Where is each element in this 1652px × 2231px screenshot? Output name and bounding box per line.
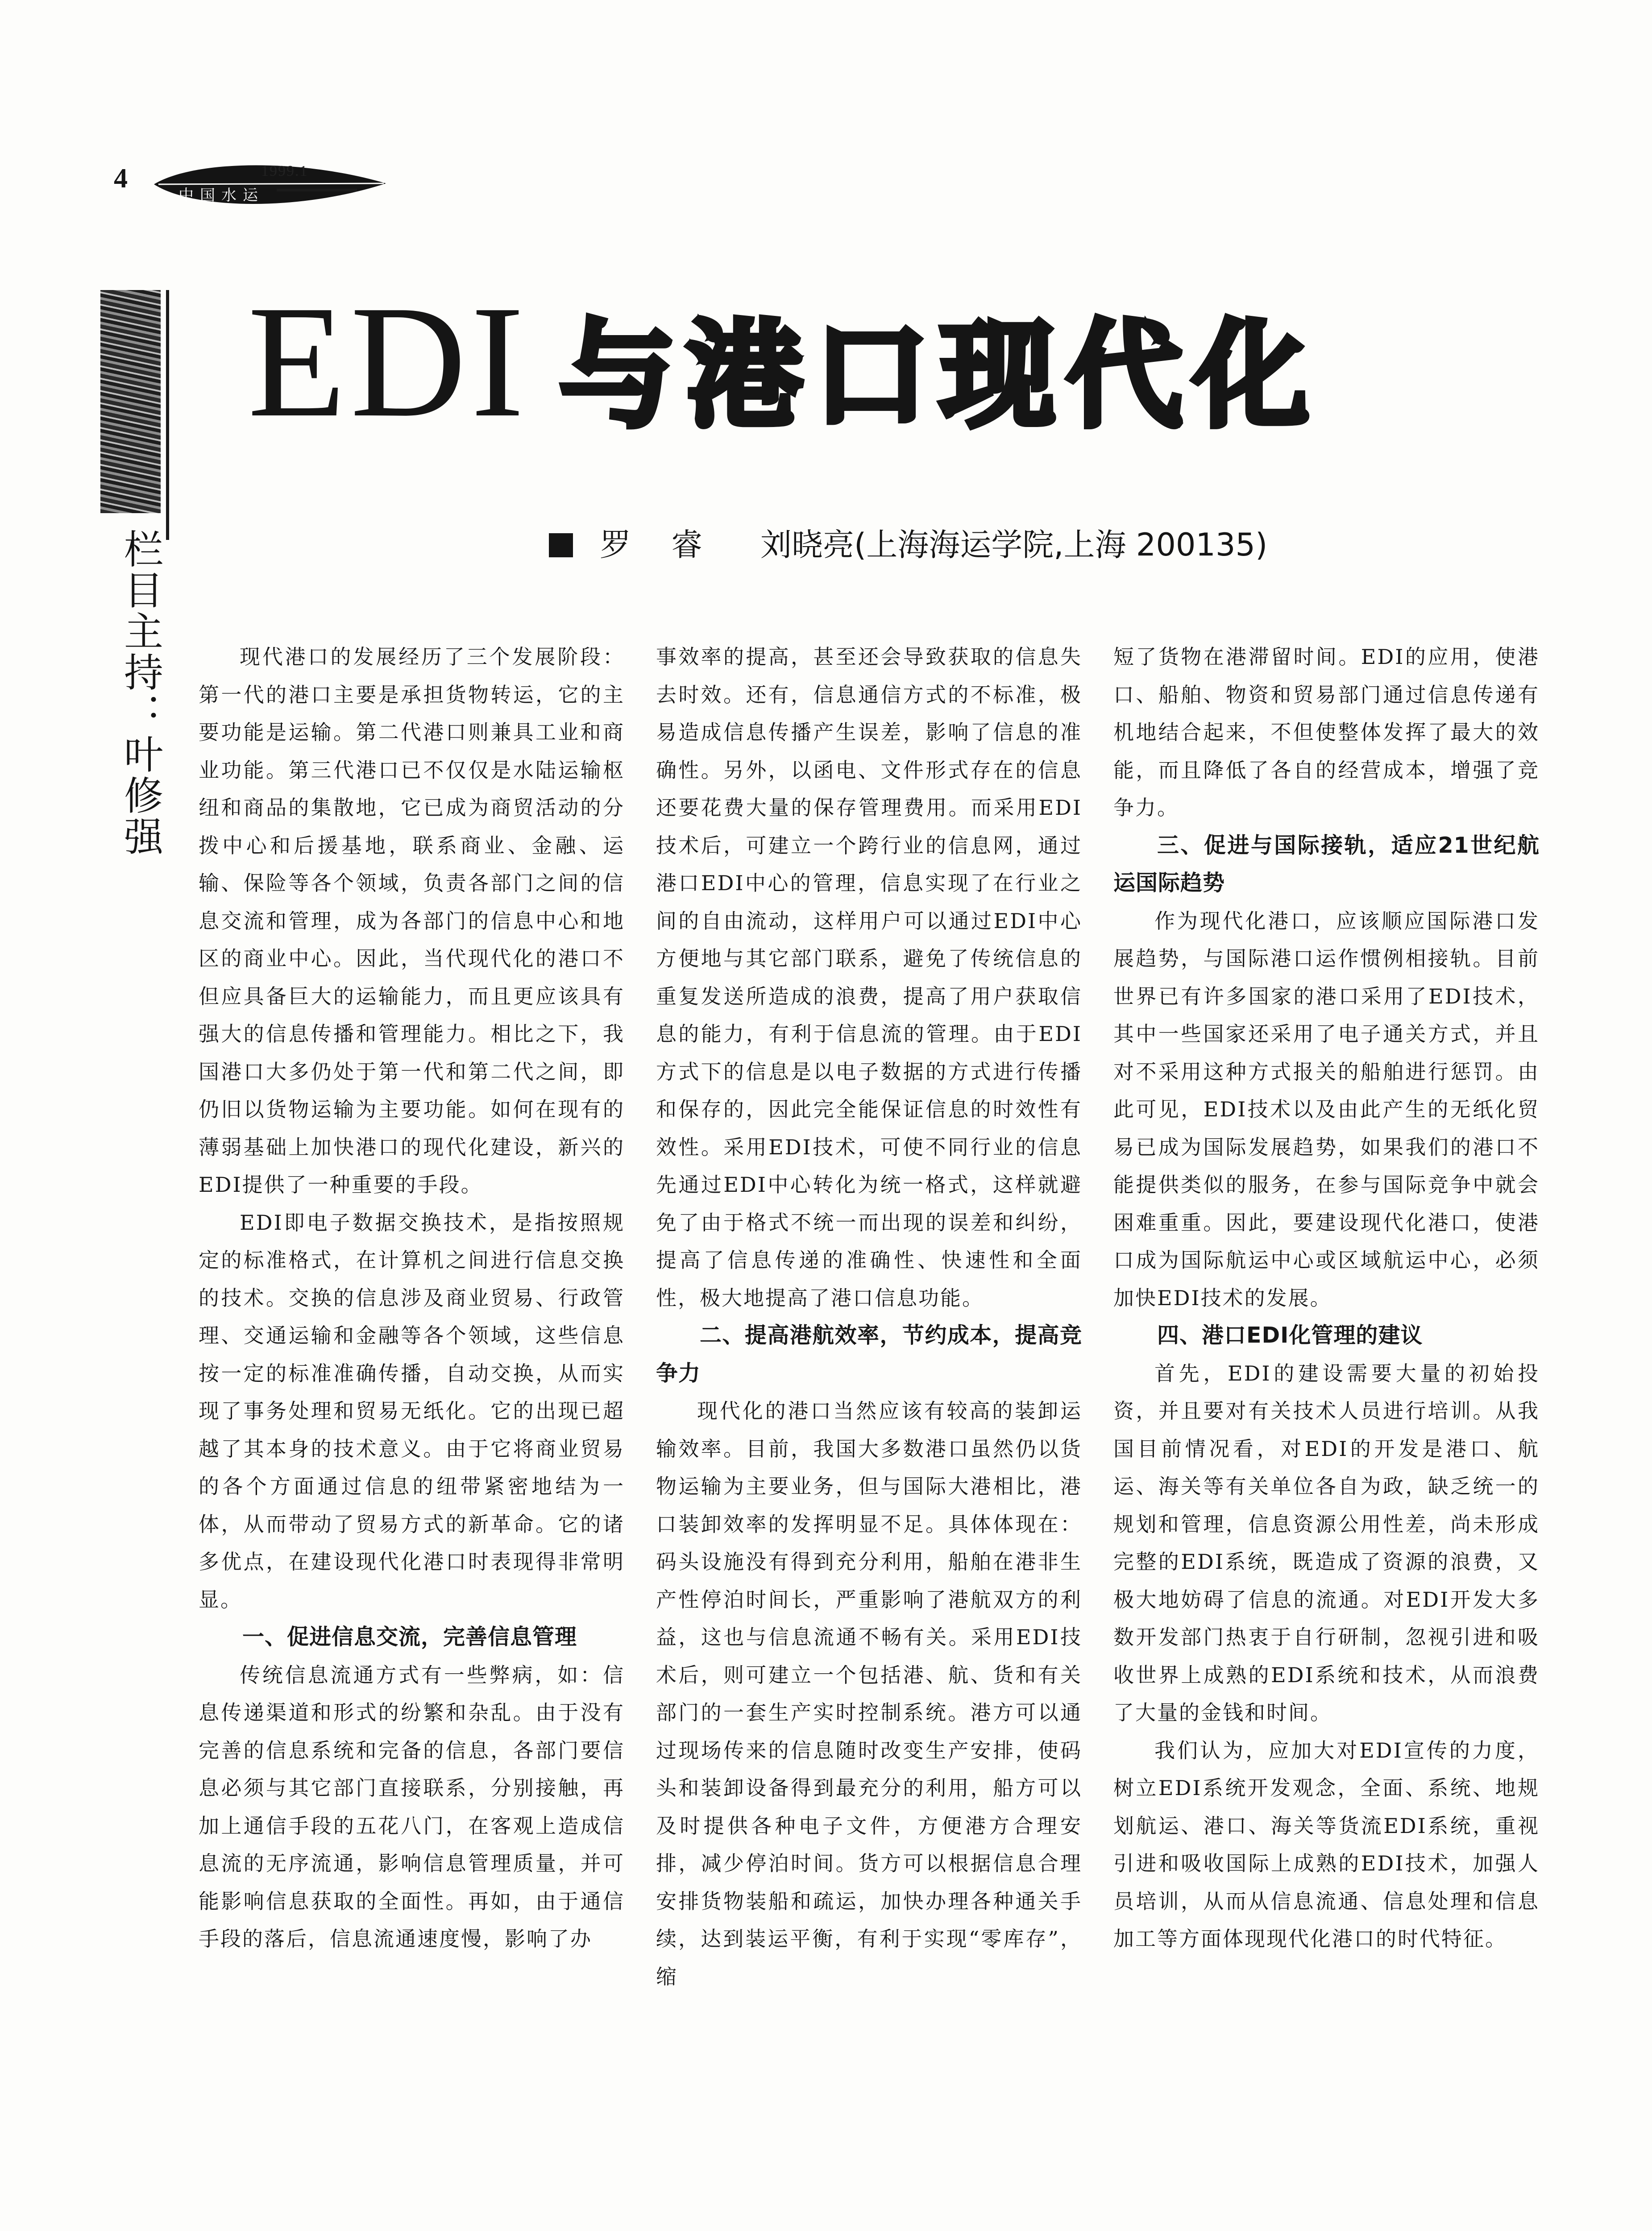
- body-paragraph: 作为现代化港口，应该顺应国际港口发展趋势，与国际港口运作惯例相接轨。目前世界已有许多国家的港口采用了EDI技术，其中一些国家还采用了电子通关方式，并且对不采用这种方式报关的船舶进行惩罚。由此可见，EDI技术以及由此产生的无纸化贸易已成为国际发展趋势，如果我们的港口不能提供类似的服务，在参与国际竞争中就会困难重重。因此，要建设现代化港口，使港口成为国际航运中心或区域航运中心，必须加快EDI技术的发展。: [1113, 908, 1540, 1310]
- body-paragraph: 现代化的港口当然应该有较高的装卸运输效率。目前，我国大多数港口虽然仍以货物运输为主要业务，但与国际大港相比，港口装卸效率的发挥明显不足。具体体现在：码头设施没有得到充分利用，船舶在港非生产性停泊时间长，严重影响了港航双方的利益，这也与信息流通不畅有关。采用EDI技术后，则可建立一个包括港、航、货和有关部门的一套生产实时控制系统。港方可以通过现场传来的信息随时改变生产安排，使码头和装卸设备得到最充分的利用，船方可以及时提供各种电子文件，方便港方合理安排，减少停泊时间。货方可以根据信息合理安排货物装船和疏运，加快办理各种通关手续，达到装运平衡，有利于实现“零库存”，缩: [656, 1399, 1082, 1989]
- body-paragraph: 短了货物在港滞留时间。EDI的应用，使港口、船舶、物资和贸易部门通过信息传递有机地结合起来，不但使整体发挥了最大的效能，而且降低了各自的经营成本，增强了竞争力。: [1113, 645, 1540, 820]
- byline: [549, 520, 1267, 565]
- affiliation: (上海海运学院,上海 200135): [854, 527, 1268, 563]
- column-host: 栏目主持：叶修强: [118, 529, 164, 857]
- masthead-rule: [277, 189, 357, 191]
- article-title: [248, 272, 1320, 450]
- body-paragraph: 现代港口的发展经历了三个发展阶段：第一代的港口主要是承担货物转运，它的主要功能是运输。第二代港口则兼具工业和商业功能。第三代港口已不仅仅是水陆运输枢纽和商品的集散地，它已成为商贸活动的分拨中心和后援基地，联系商业、金融、运输、保险等各个领域，负责各部门之间的信息交流和管理，成为各部门的信息中心和地区的商业中心。因此，当代现代化的港口不但应具备巨大的运输能力，而且更应该具有强大的信息传播和管理能力。相比之下，我国港口大多仍处于第一代和第二代之间，即仍旧以货物运输为主要功能。如何在现有的薄弱基础上加快港口的现代化建设，新兴的EDI提供了一种重要的手段。: [199, 645, 625, 1197]
- masthead: [114, 154, 364, 216]
- title-latin: EDI: [248, 272, 529, 450]
- body-paragraph: 传统信息流通方式有一些弊病，如：信息传递渠道和形式的纷繁和杂乱。由于没有完善的信息系统和完备的信息，各部门要信息必须与其它部门直接联系，分别接触，再加上通信手段的五花八门，在客观上造成信息流的无序流通，影响信息管理质量，并可能影响信息获取的全面性。再如，由于通信手段的落后，信息流通速度慢，影响了办: [199, 1663, 625, 1951]
- column-divider-line: [166, 290, 169, 540]
- author-1: 罗睿: [600, 527, 743, 563]
- body-paragraph: 首先，EDI的建设需要大量的初始投资，并且要对有关技术人员进行培训。从我国目前情况看，对EDI的开发是港口、航运、海关等有关单位各自为政，缺乏统一的规划和管理，信息资源公用性差，尚未形成完整的EDI系统，既造成了资源的浪费，又极大地妨碍了信息的流通。对EDI开发大多数开发部门热衷于自行研制，忽视引进和吸收世界上成熟的EDI系统和技术，从而浪费了大量的金钱和时间。: [1113, 1361, 1540, 1725]
- column-texture-bar: [100, 290, 161, 513]
- bullet-square-icon: [549, 533, 573, 557]
- section-heading: 二、提高港航效率，节约成本，提高竞争力: [656, 1323, 1082, 1386]
- issue-label: 1999.1: [261, 163, 308, 179]
- section-heading: 三、促进与国际接轨，适应21世纪航运国际趋势: [1113, 832, 1540, 896]
- body-paragraph: 事效率的提高，甚至还会导致获取的信息失去时效。还有，信息通信方式的不标准，极易造成信息传播产生误差，影响了信息的准确性。另外，以函电、文件形式存在的信息还要花费大量的保存管理费用。而采用EDI技术后，可建立一个跨行业的信息网，通过港口EDI中心的管理，信息实现了在行业之间的自由流动，这样用户可以通过EDI中心方便地与其它部门联系，避免了传统信息的重复发送所造成的浪费，提高了用户获取信息的能力，有利于信息流的管理。由于EDI方式下的信息是以电子数据的方式进行传播和保存的，因此完全能保证信息的时效性有效性。采用EDI技术，可使不同行业的信息先通过EDI中心转化为统一格式，这样就避免了由于格式不统一而出现的误差和纠纷，提高了信息传递的准确性、快速性和全面性，极大地提高了港口信息功能。: [656, 645, 1082, 1310]
- body-column-1: [199, 638, 625, 1958]
- author-2: 刘晓亮: [760, 527, 854, 563]
- section-heading: 一、促进信息交流，完善信息管理: [242, 1624, 577, 1650]
- section-heading: 四、港口EDI化管理的建议: [1157, 1323, 1423, 1348]
- title-cjk: 与港口现代化: [560, 309, 1320, 443]
- body-paragraph: 我们认为，应加大对EDI宣传的力度，树立EDI系统开发观念，全面、系统、地规划航运、港口、海关等货流EDI系统，重视引进和吸收国际上成熟的EDI技术，加强人员培训，从而从信息流通、信息处理和信息加工等方面体现现代化港口的时代特征。: [1113, 1738, 1540, 1951]
- body-column-3: [1113, 638, 1540, 1958]
- body-paragraph: EDI即电子数据交换技术，是指按照规定的标准格式，在计算机之间进行信息交换的技术。交换的信息涉及商业贸易、行政管理、交通运输和金融等各个领域，这些信息按一定的标准准确传播，自动交换，从而实现了事务处理和贸易无纸化。它的出现已超越了其本身的技术意义。由于它将商业贸易的各个方面通过信息的纽带紧密地结为一体，从而带动了贸易方式的新革命。它的诸多优点，在建设现代化港口时表现得非常明显。: [199, 1210, 625, 1612]
- page-number: 4: [114, 163, 128, 194]
- body-column-2: [656, 638, 1082, 1995]
- journal-name: 中国水运: [178, 187, 264, 204]
